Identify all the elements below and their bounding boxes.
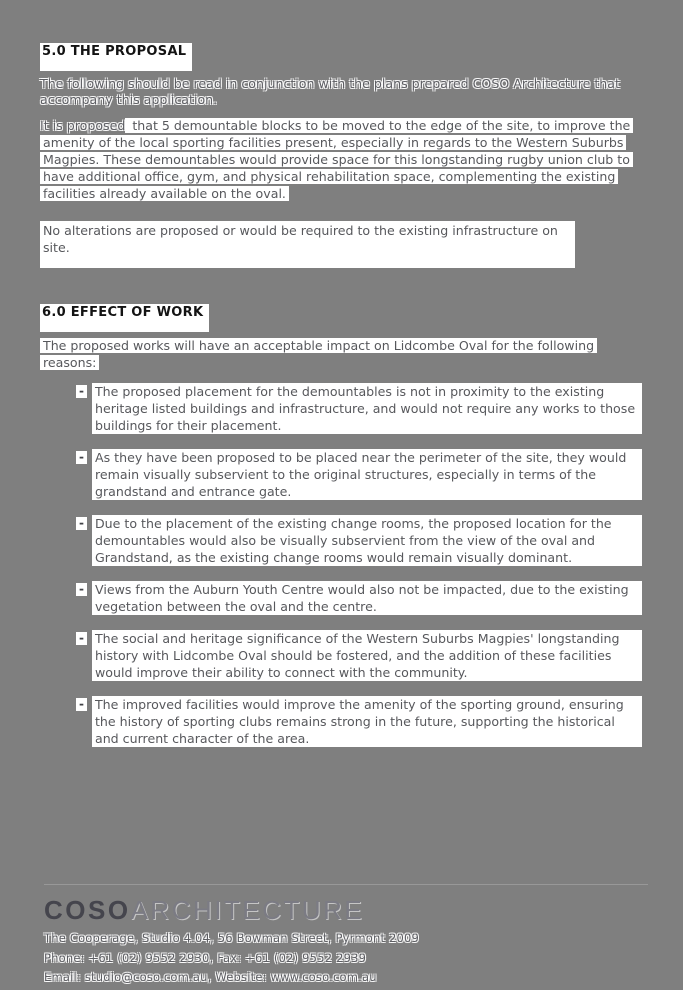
bullet-text: The improved facilities would improve the amenity of the sporting ground, ensuring the history of sporting clubs remains strong in the future, supporting the historical and current character of the area.: [92, 696, 642, 747]
bullet-text: Due to the placement of the existing change rooms, the proposed location for the demountables would also be visually subservient from the view of the oval and Grandstand, as the existing change rooms would remain visually dominant.: [92, 515, 642, 566]
bullet-dash-icon: -: [76, 517, 87, 530]
section-5-intro-paragraph: The following should be read in conjunction with the plans prepared COSO Architecture that accompany this application.: [40, 76, 620, 107]
list-item: [76, 696, 642, 747]
page-footer: [44, 884, 650, 990]
bullet-dash-icon: -: [76, 632, 87, 645]
list-item: [76, 383, 642, 434]
bullet-dash-icon: -: [76, 385, 87, 398]
logo-word-architecture: ARCHITECTURE: [130, 895, 365, 925]
bullet-text: The proposed placement for the demountables is not in proximity to the existing heritage listed buildings and infrastructure, and would not require any works to those buildings for their placement.: [92, 383, 642, 434]
bullet-text: Views from the Auburn Youth Centre would also not be impacted, due to the existing vegetation between the oval and the centre.: [92, 581, 642, 615]
footer-divider: [44, 884, 648, 885]
footer-phone-fax: Phone: +61 (02) 9552 2930, Fax: +61 (02) 9552 2939: [44, 950, 367, 965]
list-item: [76, 449, 642, 500]
section-6-heading: 6.0 EFFECT OF WORK: [40, 304, 209, 332]
bullet-dash-icon: -: [76, 583, 87, 596]
section-5-heading: 5.0 THE PROPOSAL: [40, 43, 192, 71]
proposal-paragraph-body: that 5 demountable blocks to be moved to the edge of the site, to improve the amenity of the local sporting facilities present, especially in regards to the Western Suburbs Magpies. These demountables would provide space for this longstanding rugby union club to have additional office, gym, and physical rehabilitation space, complementing the existing facilities already available on the oval.: [40, 118, 633, 201]
bullet-dash-icon: -: [76, 451, 87, 464]
section-5-alterations-paragraph: [40, 221, 575, 268]
bullet-dash-icon: -: [76, 698, 87, 711]
reasons-bullet-list: [40, 383, 642, 747]
section-5-proposal-paragraph: [40, 117, 640, 202]
alterations-paragraph-text: No alterations are proposed or would be required to the existing infrastructure on site.: [43, 223, 558, 255]
footer-email-website: Email: studio@coso.com.au, Website: www.coso.com.au: [44, 970, 377, 984]
proposal-paragraph-lead: It is proposed: [40, 118, 126, 133]
section-6-intro-paragraph: [40, 337, 642, 371]
coso-architecture-logo: [44, 896, 650, 924]
footer-address: The Cooperage, Studio 4.04, 56 Bowman Street, Pyrmont 2009: [44, 931, 420, 945]
section-6-intro-text: The proposed works will have an acceptable impact on Lidcombe Oval for the following reasons:: [40, 338, 597, 370]
list-item: [76, 515, 642, 566]
bullet-text: As they have been proposed to be placed near the perimeter of the site, they would remain visually subservient to the original structures, especially in terms of the grandstand and entrance gate.: [92, 449, 642, 500]
list-item: [76, 581, 642, 615]
bullet-text: The social and heritage significance of the Western Suburbs Magpies' longstanding history with Lidcombe Oval should be fostered, and the addition of these facilities would improve their ability to connect with the community.: [92, 630, 642, 681]
logo-word-coso: COSO: [44, 895, 131, 925]
document-content: [40, 40, 642, 762]
list-item: [76, 630, 642, 681]
